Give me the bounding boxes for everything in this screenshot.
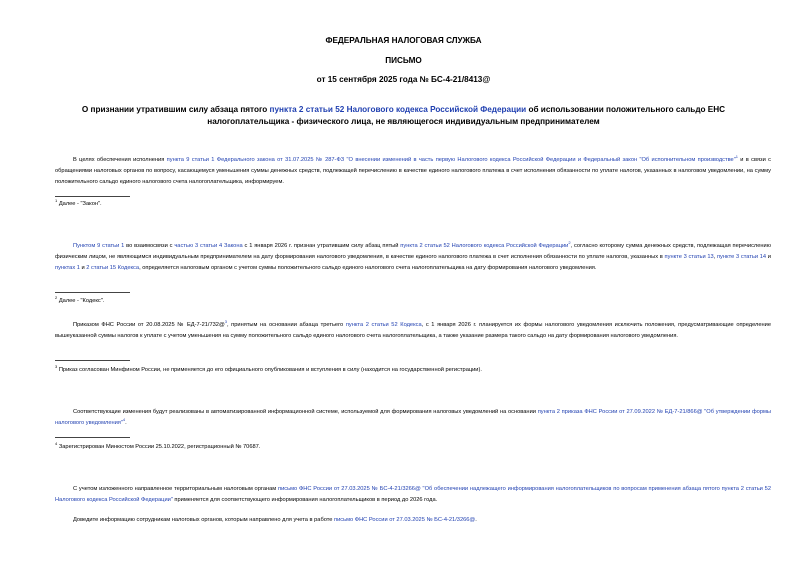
p4-text: Соответствующие изменения будут реализованы в автоматизированной информационной системе, используемой для формирования налоговых уведомлений на основании — [73, 409, 538, 415]
footnote-4-mark: 4 — [55, 441, 58, 447]
paragraph-4 — [55, 407, 771, 429]
paragraph-3 — [55, 320, 771, 342]
p5-link-letter[interactable]: письмо ФНС России от 27.03.2025 № БС-4-21/3266@ "Об обеспечении надлежащего информирования налогоплательщиков по вопросам применения абзаца пятого пункта 2 статьи 52 Налогового кодекса Российской Федерации" — [55, 486, 771, 503]
document-type: ПИСЬМО — [385, 56, 422, 65]
footnote-2 — [55, 297, 735, 305]
p3-text: , принятым на основании абзаца третьего — [226, 322, 346, 328]
p3-text: , с 1 января 2026 г. планируется их формы налогового уведомления исключить положения, предусматривающие определение вышеуказанной суммы налогов к уплате с учетом уменьшения на сумму положительного сальдо единого налогового счета налогоплательщика, а также указание размера такого сальдо на дату формирования налогового уведомления. — [55, 322, 772, 339]
subject-text: О признании утратившим силу абзаца пятого — [81, 105, 270, 114]
p1-text-cont: и в связи с обращениями налоговых органов по вопросу, касающемуся уменьшения суммы денежных средств, подлежащей перечислению в качестве единого налогового платежа в счет исполнения обязанности по уплате налогов, указанных в налоговом уведомлении, на сумму положительного сальдо единого налогового счета налогоплательщика, информируем. — [55, 157, 772, 185]
footnote-1-text: Далее - "Закон". — [57, 201, 102, 207]
p6-text: . — [475, 517, 477, 523]
p2-link-art14[interactable]: пункте 3 статьи 14 — [716, 253, 767, 260]
p2-link-tax-code[interactable]: пункта 2 статьи 52 Налогового кодекса Российской Федерации — [400, 243, 569, 249]
p2-text: , — [713, 253, 717, 260]
paragraph-2 — [55, 241, 771, 273]
p5-text: С учетом изложенного направленное территориальным налоговым органам — [73, 486, 279, 492]
p2-link-art13[interactable]: пункте 3 статьи 13 — [664, 253, 714, 260]
paragraph-1 — [55, 155, 771, 187]
p6-text: Доведите информацию сотрудникам налоговых органов, которым направлено для учета в работе — [73, 517, 335, 523]
subject-link-tax-code[interactable]: пункта 2 статьи 52 Налогового кодекса Российской Федерации — [269, 105, 527, 114]
p6-link-letter[interactable]: письмо ФНС России от 27.03.2025 № БС-4-21/3266@ — [334, 517, 476, 523]
p2-text: и — [766, 253, 771, 260]
document-subject — [70, 104, 737, 127]
p2-text: во взаимосвязи с — [124, 243, 175, 249]
footnote-1-mark: 1 — [55, 198, 58, 204]
p1-footnote-ref[interactable]: 1 — [735, 154, 738, 160]
p2-link-art15-p2[interactable]: 2 статьи 15 Кодекса — [86, 264, 140, 271]
p3-text: Приказом ФНС России от 20.08.2025 № ЕД-7-21/732@ — [73, 322, 225, 328]
footnote-4 — [55, 443, 735, 451]
p2-link-art15-p1[interactable]: пунктах 1 — [55, 264, 80, 271]
p1-link-federal-law[interactable]: пункта 9 статьи 1 Федерального закона от 31.07.2025 № 287-ФЗ "О внесении изменений в часть первую Налогового кодекса Российской Федерации и Федеральный закон "Об исполнительном производстве" — [166, 157, 736, 163]
p2-text: , согласно которому сумма денежных средств, подлежащая перечислению физическим лицом, не являющимся индивидуальным предпринимателем на дату формирования налогового уведомления, в качестве единого налогового платежа в счет исполнения обязанности по уплате налогов, указанных в — [55, 243, 771, 260]
p2-link-law-part[interactable]: частью 3 статьи 4 Закона — [174, 243, 243, 249]
p2-footnote-ref[interactable]: 2 — [568, 240, 571, 246]
subject-text-cont: об использовании положительного сальдо ЕНС налогоплательщика - физического лица, не являющегося индивидуальным предпринимателем — [207, 105, 726, 126]
footnote-2-text: Далее - "Кодекс". — [57, 298, 105, 304]
footnote-divider — [55, 292, 130, 293]
footnote-divider — [55, 360, 130, 361]
p4-text: . — [125, 419, 127, 426]
footnote-divider — [55, 196, 130, 197]
p3-footnote-ref[interactable]: 3 — [224, 319, 227, 325]
footnote-3-text: Приказ согласован Минфином России, не применяется до его официального опубликования и вступления в силу (находится на государственной регистрации). — [57, 367, 482, 373]
p4-footnote-ref[interactable]: 4 — [122, 416, 126, 422]
p2-text: с 1 января 2026 г. признан утратившим силу абзац пятый — [242, 243, 401, 249]
paragraph-6 — [55, 515, 771, 526]
footnote-divider — [55, 437, 130, 438]
footnote-3-mark: 3 — [55, 364, 58, 370]
footnote-3 — [55, 366, 735, 374]
paragraph-5 — [55, 484, 771, 506]
agency-title: ФЕДЕРАЛЬНАЯ НАЛОГОВАЯ СЛУЖБА — [325, 36, 482, 45]
p1-text: В целях обеспечения исполнения — [73, 157, 167, 163]
document-date-number: от 15 сентября 2025 года № БС-4-21/8413@ — [316, 75, 491, 84]
p2-link-law-article[interactable]: Пунктом 9 статьи 1 — [73, 243, 125, 249]
p2-text: и — [79, 264, 87, 271]
footnote-4-text: Зарегистрирован Минюстом России 25.10.2022, регистрационный № 70687. — [57, 444, 261, 450]
footnote-1 — [55, 200, 735, 208]
p5-text: применяется для соответствующего информирования налогоплательщиков в период до 2026 года. — [172, 496, 438, 503]
p3-link-tax-code[interactable]: пункта 2 статьи 52 Кодекса — [345, 322, 422, 328]
footnote-2-mark: 2 — [55, 295, 58, 301]
p4-link-order[interactable]: пункта 2 приказа ФНС России от 27.09.2022 № ЕД-7-21/866@ "Об утверждении формы налогового уведомления" — [55, 409, 772, 426]
p2-text: , определяется налоговым органом с учетом суммы положительного сальдо единого налогового счета налогоплательщика на дату формирования налогового уведомления. — [139, 264, 597, 271]
